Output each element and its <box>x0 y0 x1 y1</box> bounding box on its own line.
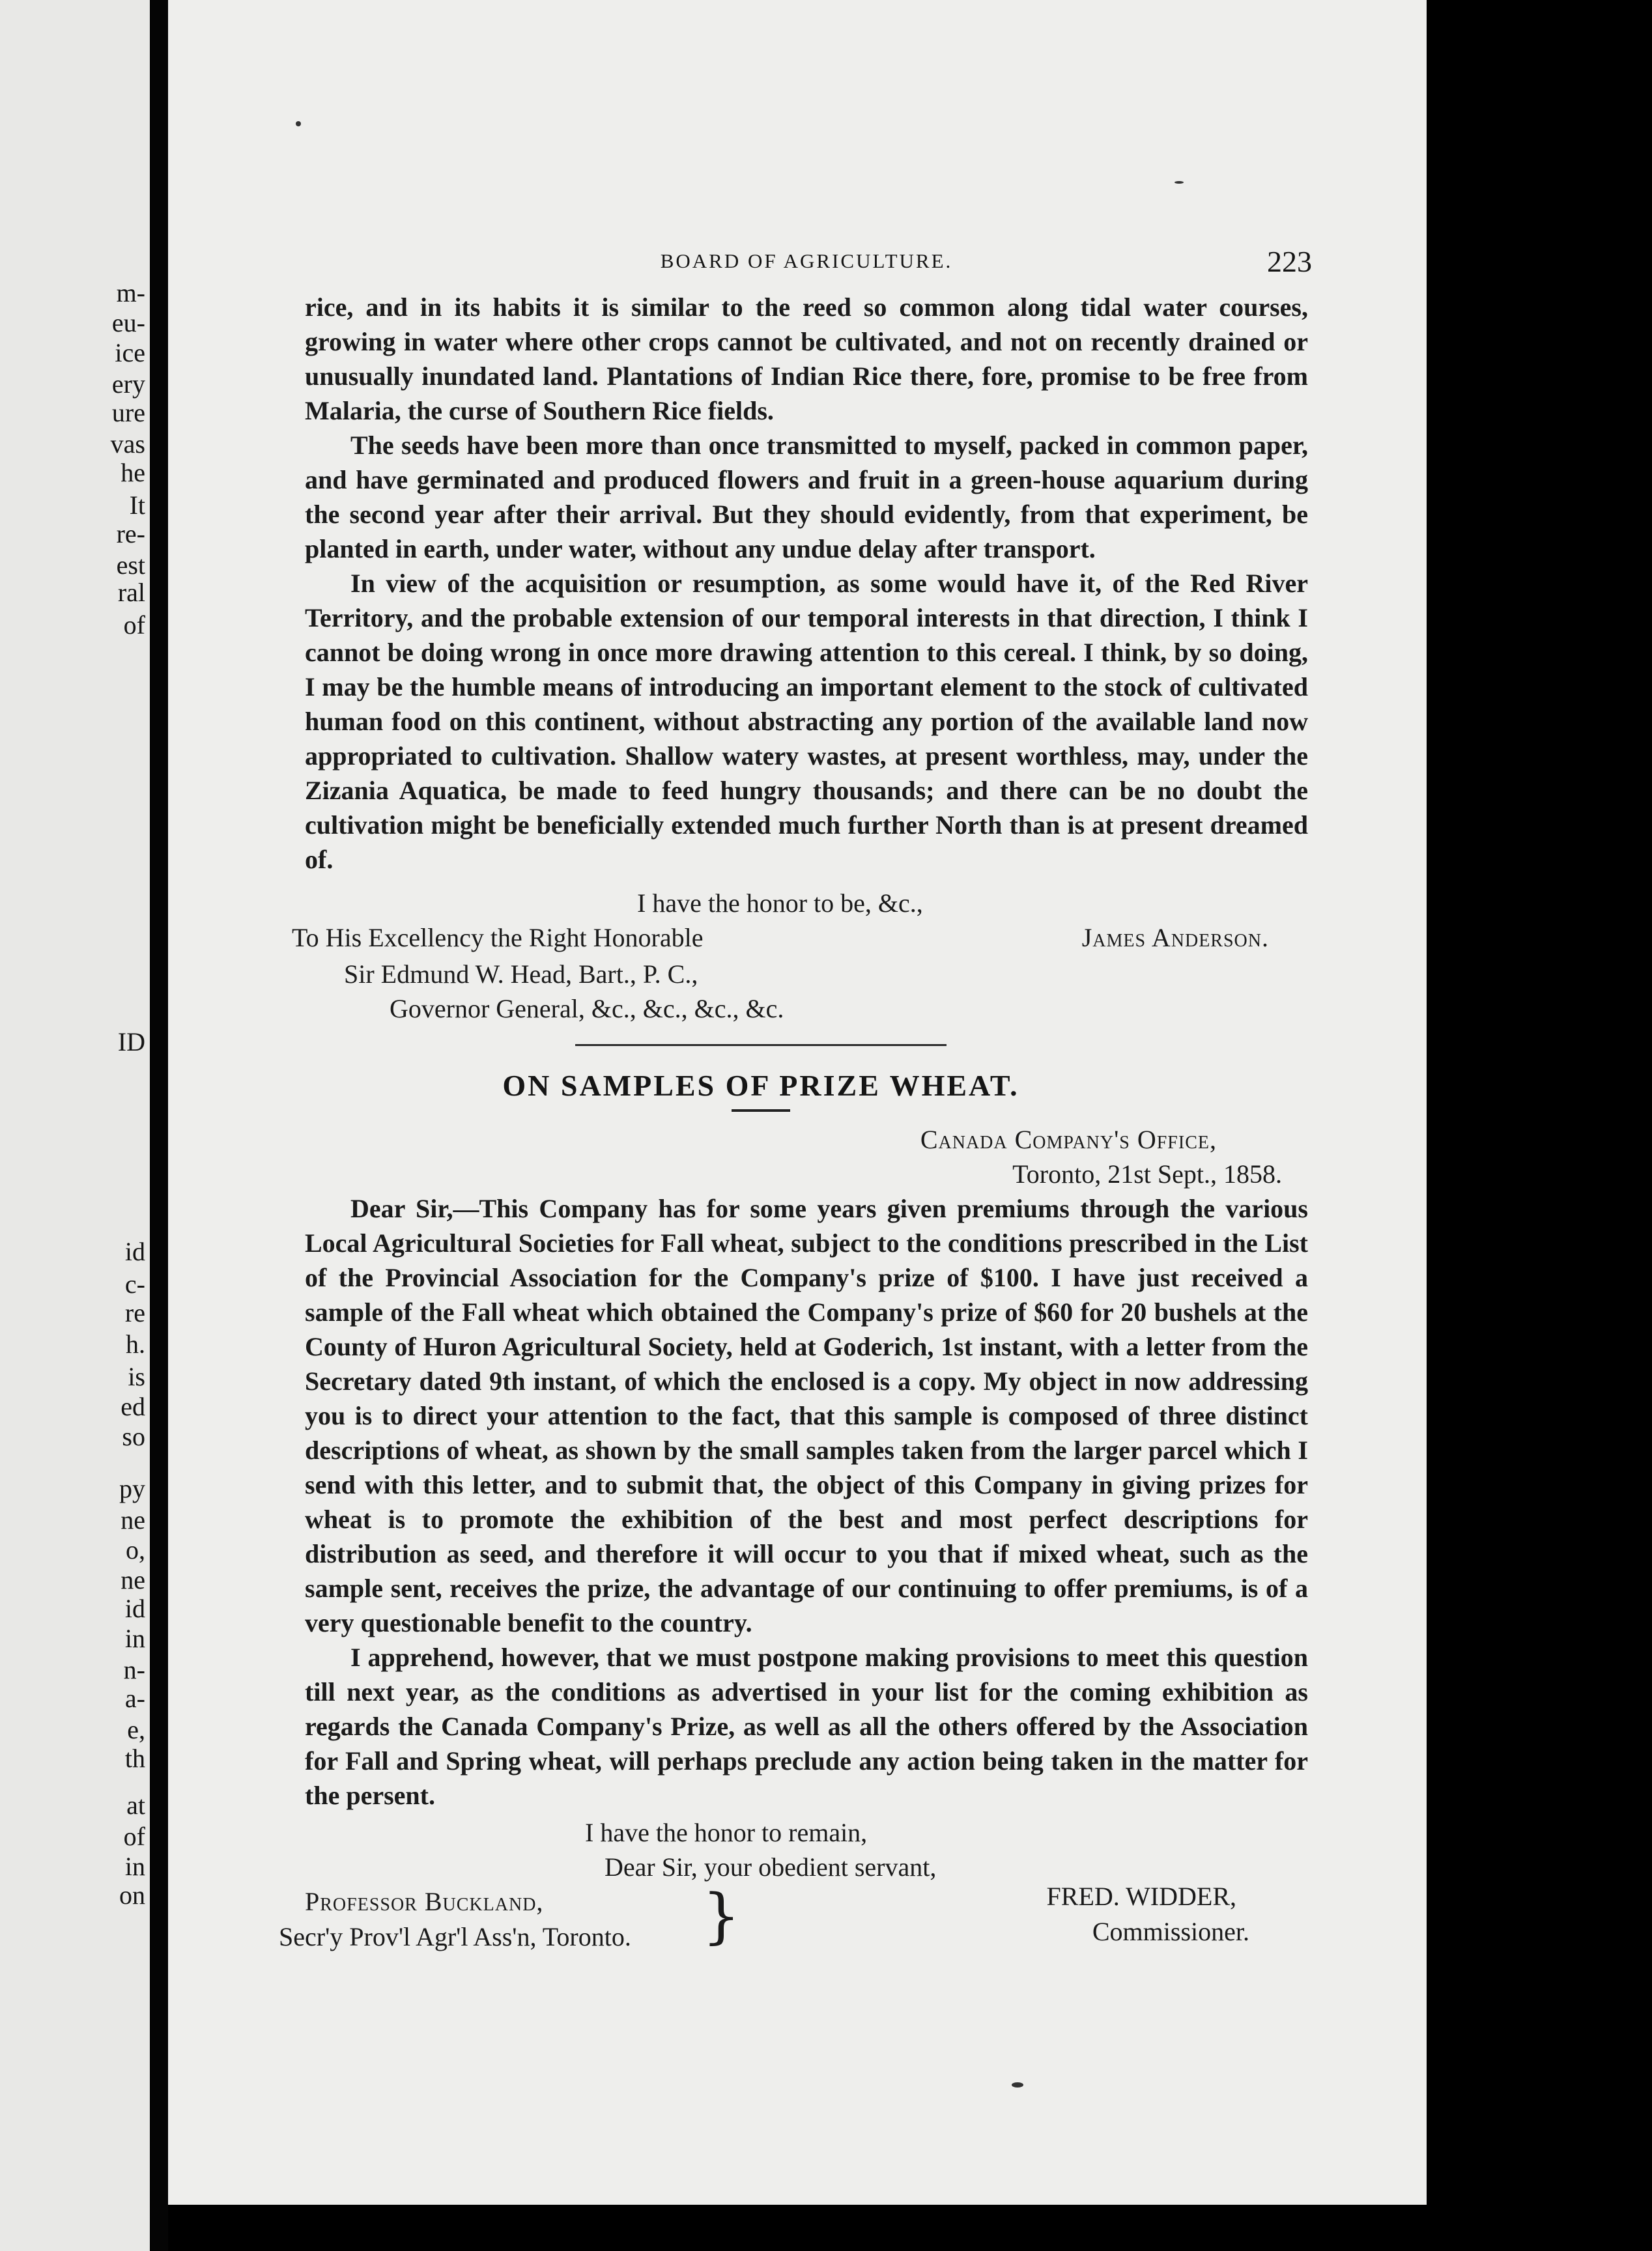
signature: James Anderson. <box>1081 923 1269 952</box>
paragraph: I apprehend, however, that we must postpone making provisions to meet this question till next year, as the conditions as advertised in your list for the coming exhibition as regards the Canada Company's Prize, as well as all the others offered by the Association for Fall and Spring wheat, will perhaps preclude any action being taken in the matter for the persent. <box>305 1643 1308 1810</box>
addressee-line: To His Excellency the Right Honorable <box>292 923 704 952</box>
letter-closing: I have the honor to be, &c., <box>637 888 923 918</box>
facing-page-fragment: he <box>121 458 145 487</box>
facing-page-fragment: o, <box>126 1535 145 1564</box>
facing-page-fragment: e, <box>127 1715 145 1744</box>
signature-title: Commissioner. <box>1092 1917 1249 1946</box>
facing-page-fragment: a- <box>124 1684 145 1713</box>
recipient-title: Secr'y Prov'l Agr'l Ass'n, Toronto. <box>279 1922 631 1951</box>
facing-page-fragment: id <box>124 1237 145 1266</box>
facing-page-fragment: th <box>124 1744 145 1773</box>
ink-speck <box>1175 181 1184 184</box>
signature-row <box>292 920 1308 957</box>
signature: FRED. WIDDER, <box>1046 1882 1236 1911</box>
facing-page-fragment: id <box>124 1594 145 1623</box>
facing-page-fragment: in <box>124 1624 145 1653</box>
facing-page-fragment: on <box>119 1880 145 1910</box>
facing-page-fragment: ery <box>111 369 145 399</box>
facing-page-fragment: h. <box>126 1329 145 1359</box>
facing-page-fragment: of <box>123 1822 145 1851</box>
paragraph: rice, and in its habits it is similar to the reed so common along tidal water courses, growing in water where other crops cannot be cultivated, and not on recently drained or unusually inundated land. Plantations of Indian Rice there, fore, promise to be free from Malaria, the curse of Southern Rice fields. <box>305 292 1308 425</box>
addressee-line: Governor General, &c., &c., &c., &c. <box>390 994 784 1023</box>
book-gutter <box>150 0 168 2251</box>
facing-page-fragment: m- <box>116 278 145 307</box>
facing-page-fragment: ure <box>111 398 145 427</box>
facing-page-fragment: n- <box>123 1655 145 1684</box>
facing-page-fragment: ne <box>121 1505 145 1535</box>
dateline-office: Canada Company's Office, <box>920 1125 1217 1154</box>
paragraph: The seeds have been more than once transmitted to myself, packed in common paper, and have germinated and produced flowers and fruit in a green-house aquarium during the second year after their arrival. But they should evidently, from that experiment, be planted in earth, under water, without any undue delay after transport. <box>305 431 1308 563</box>
facing-page-fragment: vas <box>110 429 145 459</box>
title-underline <box>732 1109 790 1112</box>
letter-closing: Dear Sir, your obedient servant, <box>605 1852 937 1882</box>
facing-page-fragment: ral <box>117 578 145 607</box>
ink-speck <box>1012 2082 1023 2088</box>
page-header <box>305 244 1312 290</box>
facing-page-fragment: re <box>124 1298 145 1327</box>
signature-block <box>279 1881 1308 1957</box>
ink-speck <box>296 121 301 126</box>
page-number: 223 <box>1267 245 1312 278</box>
facing-page-fragment: in <box>124 1852 145 1881</box>
facing-page-fragment: ed <box>121 1392 145 1421</box>
facing-page-fragment: is <box>128 1362 145 1391</box>
facing-page-fragment: re- <box>116 519 145 548</box>
facing-page-fragment: ID <box>117 1027 145 1056</box>
letter-closing: I have the honor to remain, <box>585 1818 868 1847</box>
letter-widder <box>279 1122 1308 1957</box>
recipient-name: Professor Buckland, <box>305 1887 544 1916</box>
addressee-line: Sir Edmund W. Head, Bart., P. C., <box>344 959 698 989</box>
paragraph: Dear Sir,—This Company has for some years given premiums through the various Local Agricultural Societies for Fall wheat, subject to the conditions prescribed in the List of the Provincial Association for the Company's prize of $100. I have just received a sample of the Fall wheat which obtained the Company's prize of $60 for 20 bushels at the County of Huron Agricultural Society, held at Goderich, 1st instant, with a letter from the Secretary dated 9th instant, of which the enclosed is a copy. My object in now addressing you is to direct your attention to the fact, that this sample is composed of three distinct descriptions of wheat, as shown by the small samples taken from the larger parcel which I send with this letter, and to submit that, the object of this Company in giving prizes for wheat is to promote the exhibition of the best and most perfect descriptions for distribution as seed, and therefore it will occur to you that if mixed wheat, such as the sample sent, receives the prize, the advantage of our continuing to offer premiums, is of a very questionable benefit to the country. <box>305 1194 1308 1637</box>
facing-page-fragment: ne <box>121 1565 145 1594</box>
letter-anderson <box>292 290 1308 1026</box>
paragraph: In view of the acquisition or resumption, as some would have it, of the Red River Territory, and the probable extension of our temporal interests in that direction, I think I cannot be doing wrong in once more drawing attention to this cereal. I think, by so doing, I may be the humble means of introducing an important element to the stock of cultivated human food on this continent, without abstracting any portion of the available land now appropriated to cultivation. Shallow watery wastes, at present worthless, may, under the Zizania Aquatica, be made to feed hungry thousands; and there can be no doubt the cultivation might be beneficially extended much further North than is at present dreamed of. <box>305 569 1308 874</box>
section-divider <box>575 1044 947 1046</box>
facing-page-fragment: It <box>129 490 145 520</box>
facing-page-fragment: c- <box>124 1269 145 1299</box>
facing-page-fragment: py <box>119 1474 145 1503</box>
running-head: BOARD OF AGRICULTURE. <box>660 249 953 272</box>
facing-page-fragment: of <box>123 610 145 640</box>
page-content <box>279 244 1312 1957</box>
facing-page-fragment: est <box>116 550 145 580</box>
facing-page-fragment: at <box>126 1791 145 1820</box>
dateline-place-date: Toronto, 21st Sept., 1858. <box>1012 1159 1282 1189</box>
facing-page-fragment: eu- <box>111 308 145 337</box>
brace: } <box>702 1881 741 1951</box>
page <box>168 0 1427 2205</box>
facing-page-fragment: so <box>122 1422 145 1451</box>
section-title: ON SAMPLES OF PRIZE WHEAT. <box>502 1069 1019 1102</box>
facing-page-fragment: ice <box>115 338 145 367</box>
facing-page-edge <box>0 0 150 2251</box>
